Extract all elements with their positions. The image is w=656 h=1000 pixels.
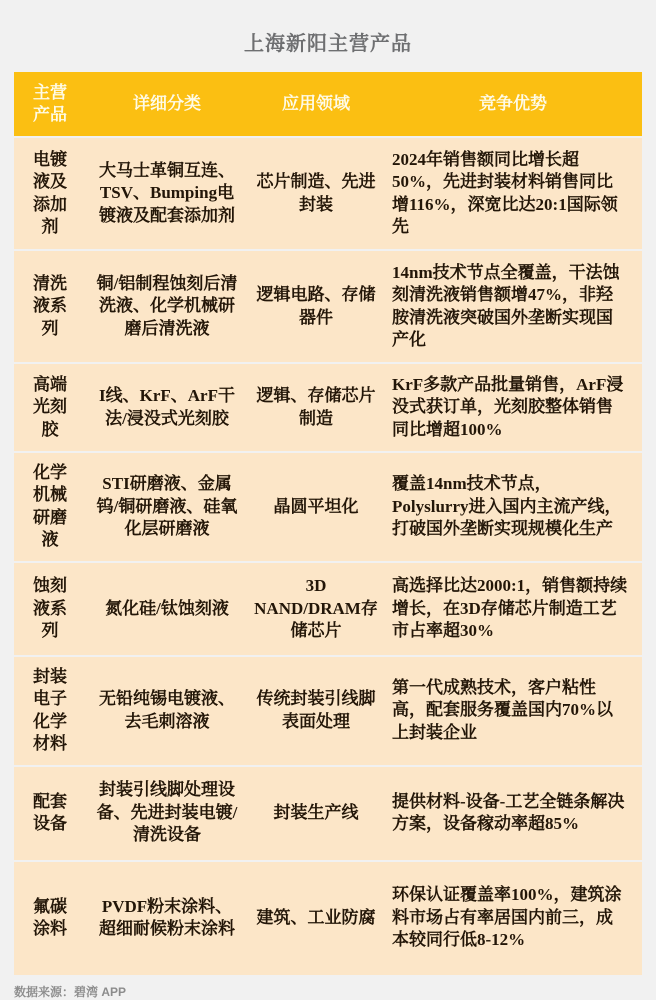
table-row (14, 563, 642, 655)
table-row (14, 862, 642, 975)
table-row (14, 767, 642, 860)
cell-product: 清洗液系列 (33, 273, 67, 338)
column-header-category: 详细分类 (133, 93, 201, 113)
table-row (14, 453, 642, 561)
cell-product: 封装电子化学材料 (33, 666, 67, 754)
cell-application: 封装生产线 (273, 802, 359, 822)
table-row (14, 251, 642, 362)
cell-category: 铜/铝制程蚀刻后清洗液、化学机械研磨后清洗液 (96, 273, 238, 338)
table-row (14, 138, 642, 249)
cell-advantage: 提供材料-设备-工艺全链条解决方案，设备稼动率超85% (392, 791, 625, 833)
cell-product: 高端光刻胶 (33, 374, 67, 439)
cell-application: 传统封装引线脚表面处理 (256, 689, 376, 731)
cell-application: 芯片制造、先进封装 (256, 172, 376, 214)
cell-product: 氟碳涂料 (33, 896, 67, 938)
cell-category: I线、KrF、ArF干法/浸没式光刻胶 (99, 386, 235, 428)
cell-category: PVDF粉末涂料、超细耐候粉末涂料 (99, 896, 235, 938)
cell-application: 逻辑、存储芯片制造 (256, 386, 376, 428)
data-source: 数据来源：碧湾 APP (14, 984, 127, 999)
cell-product: 电镀液及添加剂 (33, 149, 67, 236)
cell-product: 化学机械研磨液 (33, 463, 67, 550)
cell-application: 建筑、工业防腐 (256, 907, 376, 927)
cell-category: 氮化硅/钛蚀刻液 (105, 598, 229, 618)
cell-product: 蚀刻液系列 (33, 576, 67, 640)
cell-category: STI研磨液、金属钨/铜研磨液、硅氧化层研磨液 (96, 474, 238, 539)
cell-product: 配套设备 (33, 791, 67, 833)
cell-advantage: 覆盖14nm技术节点，Polyslurry进入国内主流产线，打破国外垄断实现规模化生产 (392, 474, 622, 539)
cell-advantage: 环保认证覆盖率100%，建筑涂料市场占有率居国内前三，成本较同行低8-12% (392, 885, 622, 950)
table-header-row (14, 72, 642, 136)
column-header-application: 应用领域 (282, 93, 350, 113)
cell-category: 无铅纯锡电镀液、去毛刺溶液 (99, 689, 235, 731)
cell-advantage: 14nm技术节点全覆盖，干法蚀刻清洗液销售额增47%，非羟胺清洗液突破国外垄断实现国产化 (392, 262, 620, 349)
cell-advantage: 第一代成熟技术，客户粘性高，配套服务覆盖国内70%以上封装企业 (392, 677, 613, 742)
table-row (14, 657, 642, 765)
cell-application: 晶圆平坦化 (273, 496, 359, 516)
products-table (14, 72, 642, 975)
page-title: 上海新阳主营产品 (244, 33, 412, 55)
column-header-product: 主营产品 (33, 82, 67, 124)
table-row (14, 364, 642, 451)
cell-category: 封装引线脚处理设备、先进封装电镀/清洗设备 (96, 780, 238, 845)
column-header-advantage: 竞争优势 (479, 93, 547, 113)
cell-application: 逻辑电路、存储器件 (256, 285, 376, 327)
cell-category: 大马士革铜互连、TSV、Bumping电镀液及配套添加剂 (99, 160, 235, 225)
cell-advantage: 2024年销售额同比增长超50%，先进封装材料销售同比增116%，深宽比达20:1国际领先 (392, 149, 618, 236)
cell-advantage: KrF多款产品批量销售，ArF浸没式获订单，光刻胶整体销售同比增超100% (392, 374, 624, 439)
cell-application: 3D NAND/DRAM存储芯片 (254, 576, 378, 640)
cell-advantage: 高选择比达2000:1，销售额持续增长，在3D存储芯片制造工艺市占率超30% (392, 576, 628, 640)
